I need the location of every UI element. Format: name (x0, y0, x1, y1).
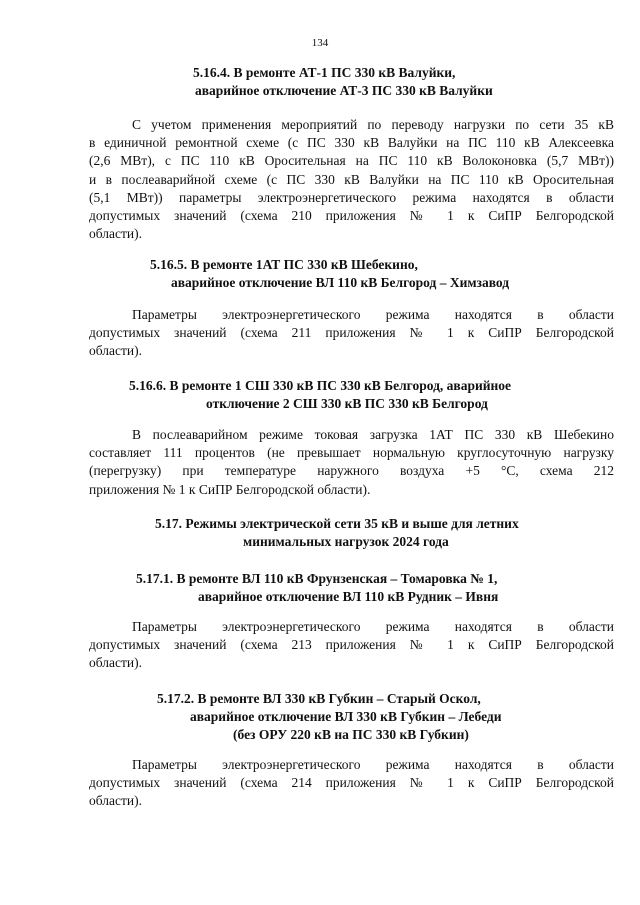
section-paragraph-5-16-5 (89, 306, 614, 361)
section-heading-5-17-1-line-2: аварийное отключение ВЛ 110 кВ Рудник – Ивня (198, 589, 499, 604)
section-heading-5-16-5-line-1: 5.16.5. В ремонте 1АТ ПС 330 кВ Шебекино, (150, 257, 418, 272)
section-paragraph-5-16-4 (89, 116, 614, 243)
paragraph-line: и в послеаварийной схеме (с ПС 330 кВ Валуйки на ПС 110 кВ Оросительная (89, 171, 614, 187)
section-paragraph-5-17-1 (89, 618, 614, 673)
paragraph-line: области). (89, 655, 142, 671)
section-heading-5-17-2-line-2: аварийное отключение ВЛ 330 кВ Губкин – Лебеди (190, 709, 502, 724)
paragraph-line: допустимых значений (схема 214 приложения № 1 к СиПР Белгородской (89, 775, 614, 791)
paragraph-line: С учетом применения мероприятий по переводу нагрузки по сети 35 кВ (132, 117, 614, 132)
paragraph-line: области). (89, 793, 142, 809)
paragraph-line: области). (89, 226, 142, 242)
section-heading-5-16-4-line-2: аварийное отключение АТ-3 ПС 330 кВ Валуйки (195, 83, 493, 98)
section-heading-5-17-2-line-1: 5.17.2. В ремонте ВЛ 330 кВ Губкин – Старый Оскол, (157, 691, 481, 706)
section-heading-5-16-5-line-2: аварийное отключение ВЛ 110 кВ Белгород – Химзавод (171, 275, 510, 290)
paragraph-line: в единичной ремонтной схеме (с ПС 330 кВ Валуйки на ПС 110 кВ Алексеевка (89, 135, 614, 151)
paragraph-line: Параметры электроэнергетического режима находятся в области (132, 307, 614, 322)
paragraph-line: составляет 111 процентов (не превышает нормальную круглосуточную нагрузку (89, 445, 614, 461)
paragraph-line: приложения № 1 к СиПР Белгородской области). (89, 481, 371, 497)
section-heading-5-16-6-line-2: отключение 2 СШ 330 кВ ПС 330 кВ Белгород (206, 396, 488, 411)
paragraph-line: допустимых значений (схема 213 приложения № 1 к СиПР Белгородской (89, 637, 614, 653)
section-paragraph-5-17-2 (89, 756, 614, 811)
section-paragraph-5-16-6 (89, 426, 614, 499)
paragraph-line: В послеаварийном режиме токовая загрузка 1АТ ПС 330 кВ Шебекино (132, 427, 614, 442)
paragraph-line: допустимых значений (схема 210 приложения № 1 к СиПР Белгородской (89, 208, 614, 224)
section-heading-5-17-2-line-3: (без ОРУ 220 кВ на ПС 330 кВ Губкин) (233, 727, 469, 742)
paragraph-line: (5,1 МВт)) параметры электроэнергетического режима находятся в области (89, 189, 614, 205)
paragraph-line: (перегрузку) при температуре наружного воздуха +5 °С, схема 212 (89, 463, 614, 479)
section-heading-5-16-4-line-1: 5.16.4. В ремонте АТ-1 ПС 330 кВ Валуйки, (193, 65, 456, 80)
section-heading-5-17-1-line-1: 5.17.1. В ремонте ВЛ 110 кВ Фрунзенская – Томаровка № 1, (136, 571, 498, 586)
section-heading-5-17-line-2: минимальных нагрузок 2024 года (243, 534, 449, 549)
page-number: 134 (311, 37, 329, 49)
paragraph-line: Параметры электроэнергетического режима находятся в области (132, 619, 614, 634)
paragraph-line: области). (89, 343, 142, 359)
section-heading-5-17-line-1: 5.17. Режимы электрической сети 35 кВ и выше для летних (155, 516, 519, 531)
paragraph-line: (2,6 МВт), с ПС 110 кВ Оросительная на ПС 110 кВ Волоконовка (5,7 МВт)) (89, 153, 614, 169)
paragraph-line: допустимых значений (схема 211 приложения № 1 к СиПР Белгородской (89, 325, 614, 341)
section-heading-5-16-6-line-1: 5.16.6. В ремонте 1 СШ 330 кВ ПС 330 кВ Белгород, аварийное (129, 378, 512, 393)
paragraph-line: Параметры электроэнергетического режима находятся в области (132, 757, 614, 772)
